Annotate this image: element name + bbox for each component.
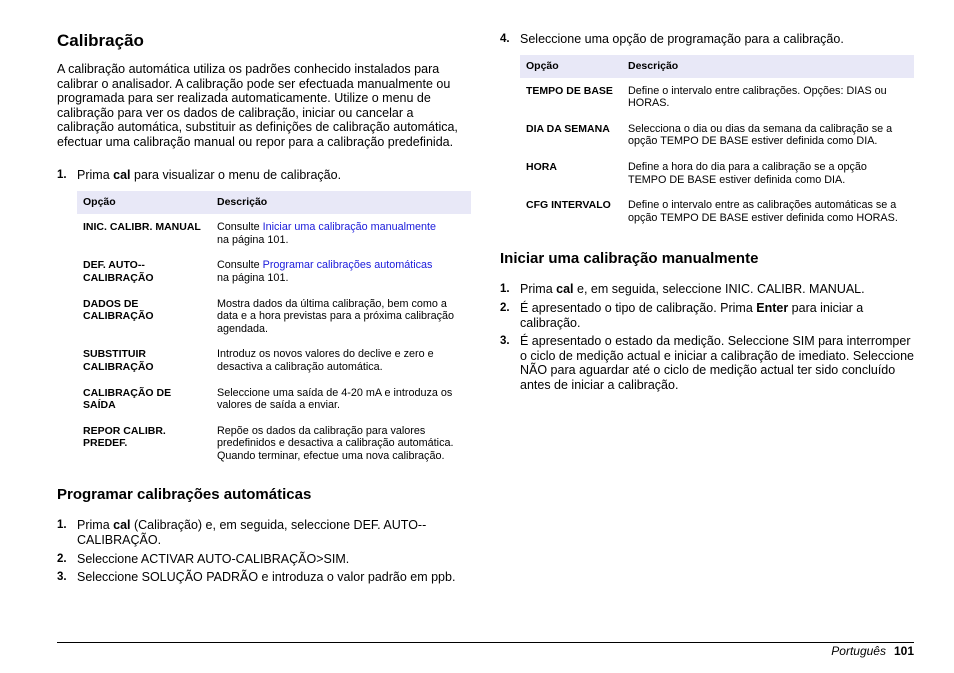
step-text: para visualizar o menu de calibração. (130, 167, 342, 182)
description-cell: Seleccione uma saída de 4-20 mA e introduza os valores de saída a enviar. (217, 386, 453, 412)
description-cell (211, 256, 471, 294)
table-row (520, 196, 914, 234)
description-text: na página 101. (217, 233, 289, 246)
step-number: 3. (57, 571, 67, 584)
step-number: 1. (57, 519, 67, 532)
intro-paragraph: A calibração automática utiliza os padrões conhecido instalados para calibrar o analisador. A calibração pode ser efectuada manualmente ou programada para ser realizada automaticamente. Utilize o menu de calibração para ver os dados de calibração, iniciar ou cancelar a calibração automática, substituir as definições de calibração automática, efectuar uma calibração manual ou repor para a calibração predefinida. (57, 62, 458, 149)
description-cell: Define o intervalo entre calibrações. Opções: DIAS ou HORAS. (628, 84, 887, 110)
option-cell: INIC. CALIBR. MANUAL (83, 221, 201, 234)
step-text: Prima (77, 167, 114, 182)
table-row (77, 295, 471, 346)
table-header-row (77, 191, 471, 214)
step-text: e, em seguida, seleccione INIC. CALIBR. MANUAL. (573, 282, 865, 297)
option-cell: TEMPO DE BASE (526, 84, 613, 97)
link-iniciar-calibracao[interactable]: Iniciar uma calibração manualmente (262, 221, 437, 234)
option-cell: REPOR CALIBR. PREDEF. (83, 424, 166, 450)
table-header-row (520, 55, 914, 78)
link-programar-calibracoes[interactable]: Programar calibrações automáticas (262, 259, 433, 272)
option-cell: HORA (526, 160, 557, 173)
key-cal: cal (113, 518, 131, 533)
column-header-option: Opção (520, 55, 622, 78)
step-item (57, 168, 471, 183)
description-text: Consulte (217, 221, 263, 234)
footer-rule (57, 642, 914, 643)
key-cal: cal (113, 167, 131, 182)
step-text: É apresentado o estado da medição. Seleccione SIM para interromper o ciclo de medição actual e iniciar a calibração de imediato. Seleccione NÃO para aguardar até o ciclo de medição actual ter sido concluído antes de iniciar a calibração. (520, 334, 914, 392)
option-cell: DEF. AUTO--CALIBRAÇÃO (83, 259, 154, 284)
step-number: 4. (500, 33, 510, 45)
step-text: Seleccione uma opção de programação para a calibração. (520, 32, 844, 46)
step-item (500, 334, 914, 392)
step-number: 1. (57, 168, 67, 181)
schedule-option-table (520, 55, 914, 235)
step-item (57, 552, 471, 567)
option-cell: SUBSTITUIR CALIBRAÇÃO (83, 348, 154, 373)
description-cell: Define o intervalo entre as calibrações automáticas se a opção TEMPO DE BASE estiver definida como HORAS. (628, 199, 898, 224)
description-text: Consulte (217, 259, 263, 272)
step-text: Prima (77, 518, 114, 533)
table-row (77, 256, 471, 294)
description-text: na página 101. (217, 271, 289, 284)
option-cell: CFG INTERVALO (526, 199, 611, 212)
step-item (500, 32, 914, 47)
iniciar-steps (500, 282, 914, 392)
left-column (57, 30, 471, 585)
option-cell: DADOS DE CALIBRAÇÃO (83, 297, 154, 323)
key-enter: Enter (756, 300, 789, 315)
page-number: 101 (893, 644, 914, 658)
table-row (77, 422, 471, 473)
page-title: Calibração (57, 31, 144, 50)
description-cell: Selecciona o dia ou dias da semana da calibração se a opção TEMPO DE BASE estiver definida como DIA. (628, 122, 893, 148)
section-title-iniciar: Iniciar uma calibração manualmente (500, 250, 759, 268)
footer-language: Português (831, 644, 886, 658)
calibration-steps (57, 168, 471, 183)
step-text: Seleccione ACTIVAR AUTO-CALIBRAÇÃO>SIM. (77, 551, 350, 566)
step-text: Prima (520, 282, 557, 297)
column-header-description: Descrição (622, 55, 914, 78)
column-header-description: Descrição (211, 191, 471, 214)
table-row (77, 214, 471, 256)
option-cell: CALIBRAÇÃO DE SAÍDA (83, 386, 172, 412)
key-cal: cal (556, 282, 574, 297)
calibration-menu-table (77, 191, 471, 472)
step-number: 2. (57, 552, 67, 565)
page-footer (831, 644, 914, 658)
section-title-programar: Programar calibrações automáticas (57, 486, 312, 504)
step-text: (Calibração) e, em seguida, seleccione DEF. AUTO--CALIBRAÇÃO. (77, 518, 427, 548)
description-cell: Mostra dados da última calibração, bem como a data e a hora previstas para a próxima calibração agendada. (217, 297, 455, 335)
programar-steps (57, 518, 471, 584)
step-item (57, 518, 471, 547)
step-item (500, 282, 914, 297)
description-cell: Repõe os dados da calibração para valores predefinidos e desactiva a calibração automática. Quando terminar, efectue uma nova calibração. (217, 424, 454, 462)
table-row (520, 158, 914, 196)
description-cell: Define a hora do dia para a calibração se a opção TEMPO DE BASE estiver definida como DIA. (628, 160, 867, 186)
description-cell (211, 214, 471, 256)
table-row (77, 345, 471, 383)
step-text: Seleccione SOLUÇÃO PADRÃO e introduza o valor padrão em ppb. (77, 570, 456, 585)
option-cell: DIA DA SEMANA (526, 122, 610, 135)
table-row (520, 78, 914, 120)
step-number: 1. (500, 283, 510, 296)
step-text: para iniciar a calibração. (520, 300, 864, 330)
step-number: 3. (500, 335, 510, 348)
schedule-steps (500, 32, 914, 47)
table-row (520, 120, 914, 158)
table-row (77, 384, 471, 422)
description-cell: Introduz os novos valores do declive e zero e desactiva a calibração automática. (217, 348, 434, 373)
step-item (500, 301, 914, 330)
step-number: 2. (500, 301, 510, 314)
step-item (57, 570, 471, 585)
right-column (500, 32, 914, 393)
step-text: É apresentado o tipo de calibração. Prima (520, 300, 757, 315)
column-header-option: Opção (77, 191, 211, 214)
